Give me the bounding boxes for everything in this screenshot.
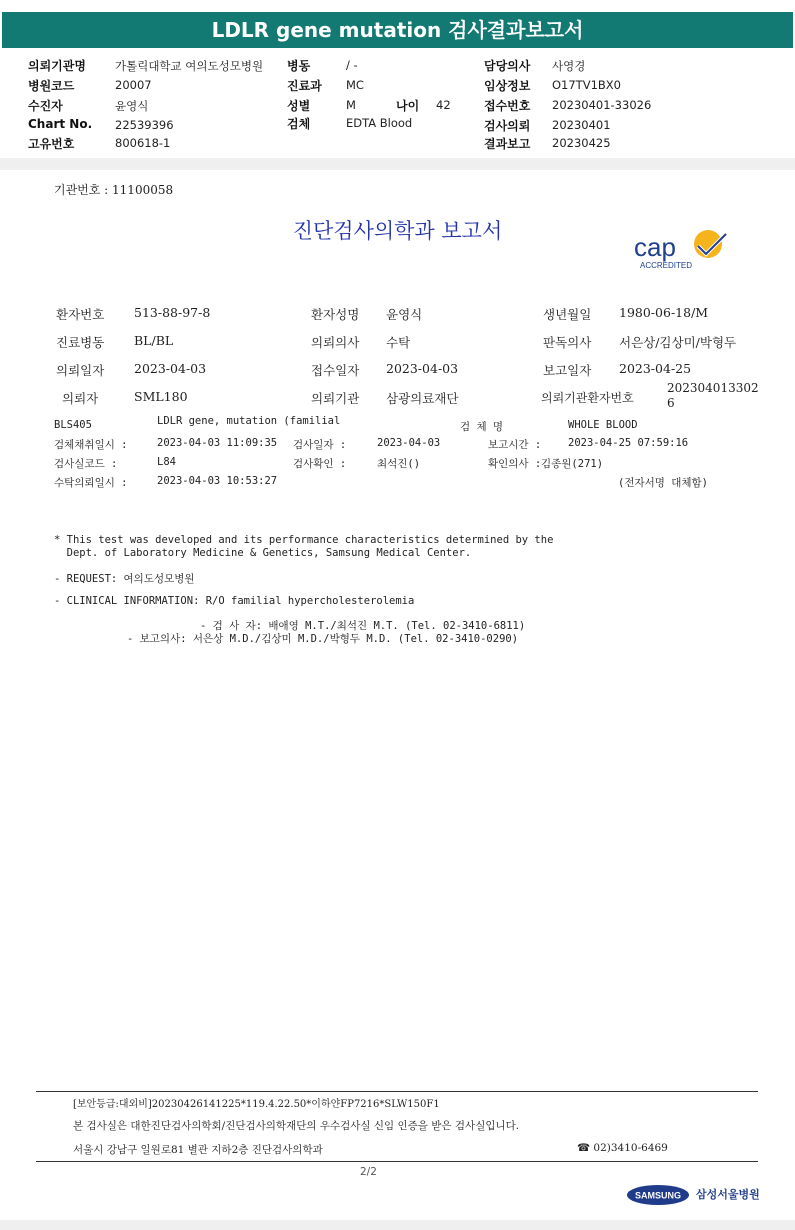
report-sheet	[0, 170, 795, 1220]
report-title: 진단검사의학과 보고서	[292, 219, 503, 243]
field-value: 2023-04-03	[386, 361, 459, 376]
page-bottom-margin	[0, 1220, 795, 1230]
header-value: 20007	[115, 78, 152, 92]
specimen-label: 검 체 명	[460, 421, 504, 433]
request-time-value: 2023-04-03 10:53:27	[157, 475, 278, 487]
cap-accredited-logo	[632, 226, 732, 272]
field-value: BL/BL	[134, 333, 174, 348]
field-label: 판독의사	[543, 335, 592, 350]
header-value: 42	[436, 98, 451, 112]
header-value: 800618-1	[115, 136, 171, 150]
note-line-2: Dept. of Laboratory Medicine & Genetics, Samsung Medical Center.	[54, 547, 472, 559]
header-value: M	[346, 98, 356, 112]
samsung-logo	[626, 1184, 690, 1206]
field-label: 의뢰기관	[311, 391, 360, 406]
doctor-label: 확인의사 :	[488, 458, 542, 470]
report-banner	[0, 0, 795, 48]
field-label: 의뢰기관환자번호	[541, 391, 634, 405]
header-value: 사영경	[552, 59, 586, 73]
field-label: 접수일자	[311, 363, 360, 378]
samsung-logo-text: SAMSUNG	[634, 1190, 682, 1201]
header-label: 임상정보	[484, 79, 531, 93]
room-value: L84	[157, 456, 176, 468]
field-value: 삼광의료재단	[386, 391, 459, 406]
collect-value: 2023-04-03 11:09:35	[157, 437, 278, 449]
field-value: 2023-04-25	[619, 361, 692, 376]
field-value-continued: 6	[667, 396, 675, 410]
field-label: 환자번호	[56, 307, 105, 322]
header-label: 결과보고	[484, 137, 531, 151]
header-value: EDTA Blood	[346, 116, 413, 130]
header-value: 20230401-33026	[552, 98, 652, 112]
header-label: 담당의사	[484, 59, 531, 73]
field-label: 생년월일	[543, 307, 592, 322]
test-name: LDLR gene, mutation (familial	[157, 415, 341, 427]
phone-line: ☎ 02)3410-6469	[577, 1142, 668, 1154]
header-label: 접수번호	[484, 99, 531, 113]
report-time-label: 보고시간 :	[488, 439, 542, 451]
field-value: 2023-04-03	[134, 361, 207, 376]
footer-bottom-rule	[36, 1161, 758, 1162]
confirm-value: 최석진()	[377, 458, 421, 470]
examiner-line: - 검 사 자: 배애영 M.T./최석진 M.T. (Tel. 02-3410-6811)	[200, 620, 526, 632]
page-number: 2/2	[360, 1166, 377, 1178]
test-code: BLS405	[54, 419, 92, 431]
header-value: 윤영식	[115, 99, 149, 113]
patient-header	[0, 48, 795, 158]
header-label: 검체	[287, 117, 311, 131]
note-line-1: * This test was developed and its performance characteristics determined by the	[54, 534, 554, 546]
header-value: 20230401	[552, 118, 611, 132]
field-label: 보고일자	[543, 363, 592, 378]
reporter-line: - 보고의사: 서은상 M.D./김상미 M.D./박형두 M.D. (Tel. 02-3410-0290)	[127, 633, 519, 645]
header-label: 병동	[287, 59, 311, 73]
field-value: 1980-06-18/M	[619, 305, 709, 320]
header-value: 20230425	[552, 136, 611, 150]
exam-date-value: 2023-04-03	[377, 437, 441, 449]
esign-note: (전자서명 대체함)	[618, 477, 708, 489]
header-divider	[0, 158, 795, 170]
collect-label: 검체채취일시 :	[54, 439, 128, 451]
header-label: Chart No.	[28, 117, 93, 131]
header-label: 고유번호	[28, 137, 75, 151]
security-line: [보안등급:대외비]20230426141225*119.4.22.50*이하얀FP7216*SLW150F1	[73, 1099, 440, 1110]
institution-number: 기관번호 : 11100058	[54, 183, 174, 197]
header-label: 검사의뢰	[484, 119, 531, 133]
field-value: 서은상/김상미/박형두	[619, 335, 737, 350]
footer-top-rule	[36, 1091, 758, 1092]
header-label: 진료과	[287, 79, 322, 93]
report-title-bar: LDLR gene mutation 검사결과보고서	[2, 12, 793, 48]
specimen-value: WHOLE BLOOD	[568, 419, 638, 431]
field-label: 진료병동	[56, 335, 105, 350]
header-value: / -	[346, 58, 358, 72]
request-line: - REQUEST: 여의도성모병원	[54, 573, 195, 585]
header-label: 의뢰기관명	[28, 59, 86, 73]
doctor-value: 김종원(271)	[541, 458, 604, 470]
field-value: 513-88-97-8	[134, 305, 211, 320]
cap-logo-text: cap	[634, 232, 676, 262]
header-value: 가톨릭대학교 여의도성모병원	[115, 59, 264, 73]
field-value: 202304013302	[667, 381, 759, 395]
address-line: 서울시 강남구 일원로81 별관 지하2층 진단검사의학과	[73, 1144, 323, 1156]
header-label: 나이	[396, 99, 420, 113]
header-value: 22539396	[115, 118, 174, 132]
room-label: 검사실코드 :	[54, 458, 118, 470]
report-time-value: 2023-04-25 07:59:16	[568, 437, 689, 449]
hospital-name: 삼성서울병원	[696, 1188, 760, 1201]
field-value: 윤영식	[386, 307, 423, 322]
header-label: 수진자	[28, 99, 63, 113]
field-value: SML180	[134, 389, 188, 404]
header-value: MC	[346, 78, 364, 92]
exam-date-label: 검사일자 :	[293, 439, 347, 451]
request-time-label: 수탁의뢰일시 :	[54, 477, 128, 489]
field-label: 환자성명	[311, 307, 360, 322]
field-label: 의뢰일자	[56, 363, 105, 378]
field-label: 의뢰자	[62, 391, 99, 406]
cap-logo-subtext: ACCREDITED	[640, 261, 693, 270]
header-label: 성별	[287, 99, 311, 113]
header-label: 병원코드	[28, 79, 75, 93]
confirm-label: 검사확인 :	[293, 458, 347, 470]
certification-line: 본 검사실은 대한진단검사의학회/진단검사의학재단의 우수검사실 신임 인증을 받은 검사실입니다.	[73, 1120, 520, 1132]
header-value: O17TV1BX0	[552, 78, 621, 92]
clinical-info-line: - CLINICAL INFORMATION: R/O familial hypercholesterolemia	[54, 595, 415, 607]
field-value: 수탁	[386, 335, 411, 350]
field-label: 의뢰의사	[311, 335, 360, 350]
